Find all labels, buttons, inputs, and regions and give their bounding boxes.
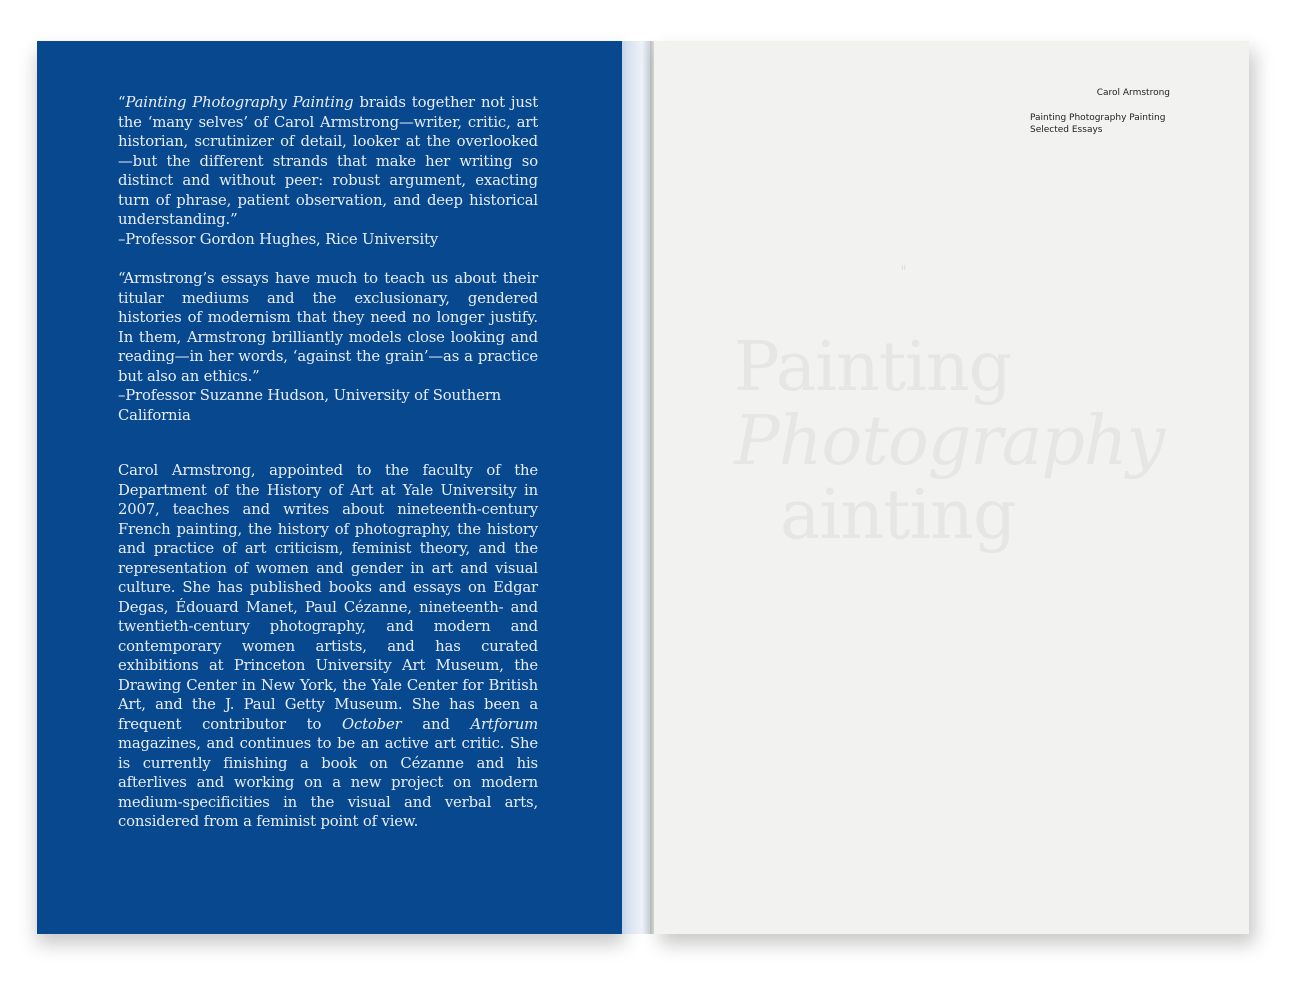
back-cover xyxy=(37,41,624,934)
quote-1-body: braids together not just the ‘many selves’ of Carol Armstrong—writer, critic, art historian, scrutinizer of detail, looker at the overlooked—but the different strands that make her writing so distinct and without peer: robust argument, exacting turn of phrase, patient observation, and deep historical understanding.” xyxy=(118,94,538,228)
faded-title-line-3: ainting xyxy=(780,476,1016,555)
show-through-title xyxy=(734,328,1165,555)
title-page xyxy=(654,41,1249,934)
show-through-publisher-mark xyxy=(1082,867,1162,879)
title-block xyxy=(1030,112,1165,136)
back-cover-text xyxy=(118,93,538,832)
quote-2-attribution: –Professor Suzanne Hudson, University of Southern California xyxy=(118,387,501,424)
bio-magazine-2: Artforum xyxy=(470,715,538,733)
book-title: Painting Photography Painting xyxy=(1030,113,1166,123)
book-subtitle: Selected Essays xyxy=(1030,125,1103,135)
quote-1: “Painting Photography Painting braids together not just the ‘many selves’ of Carol Armstrong—writer, critic, art historian, scrutinizer of detail, looker at the overlooked—but the different strands that make her writing so distinct and without peer: robust argument, exacting turn of phrase, patient observation, and deep historical understanding.” xyxy=(118,94,538,228)
author-name: Carol Armstrong xyxy=(1096,88,1170,98)
quote-1-attribution: –Professor Gordon Hughes, Rice University xyxy=(118,230,439,248)
bio-and: and xyxy=(401,715,471,733)
quote-2-body: “Armstrong’s essays have much to teach us about their titular mediums and the exclusionary, gendered histories of modernism that they need no longer justify. In them, Armstrong brilliantly models close looking and reading—in her words, ‘against the grain’—as a practice but also an ethics.” xyxy=(118,270,538,385)
author-bio xyxy=(118,461,538,832)
bio-magazine-1: October xyxy=(342,715,402,733)
quote-block-1 xyxy=(118,93,538,249)
show-through-mark: ıı xyxy=(901,263,907,273)
quote-1-book-title: Painting Photography Painting xyxy=(125,94,354,111)
bio-part-2: magazines, and continues to be an active art critic. She is currently finishing a book on Cézanne and his afterlives and working on a new project on modern medium-specificities in the visual and verbal arts, considered from a feminist point of view. xyxy=(118,735,538,830)
faded-title-line-2: Photography xyxy=(734,402,1165,481)
faded-title-line-1: Painting xyxy=(734,328,1012,407)
bio-part-1: Carol Armstrong, appointed to the faculty of the Department of the History of Art at Yale University in 2007, teaches and writes about nineteenth-century French painting, the history of photography, the history and practice of art criticism, feminist theory, and the representation of women and gender in art and visual culture. She has published books and essays on Edgar Degas, Édouard Manet, Paul Cézanne, nineteenth- and twentieth-century photography, and modern and contemporary women artists, and has curated exhibitions at Princeton University Art Museum, the Drawing Center in New York, the Yale Center for British Art, and the J. Paul Getty Museum. She has been a frequent contributor to xyxy=(118,462,538,733)
quote-block-2 xyxy=(118,269,538,425)
